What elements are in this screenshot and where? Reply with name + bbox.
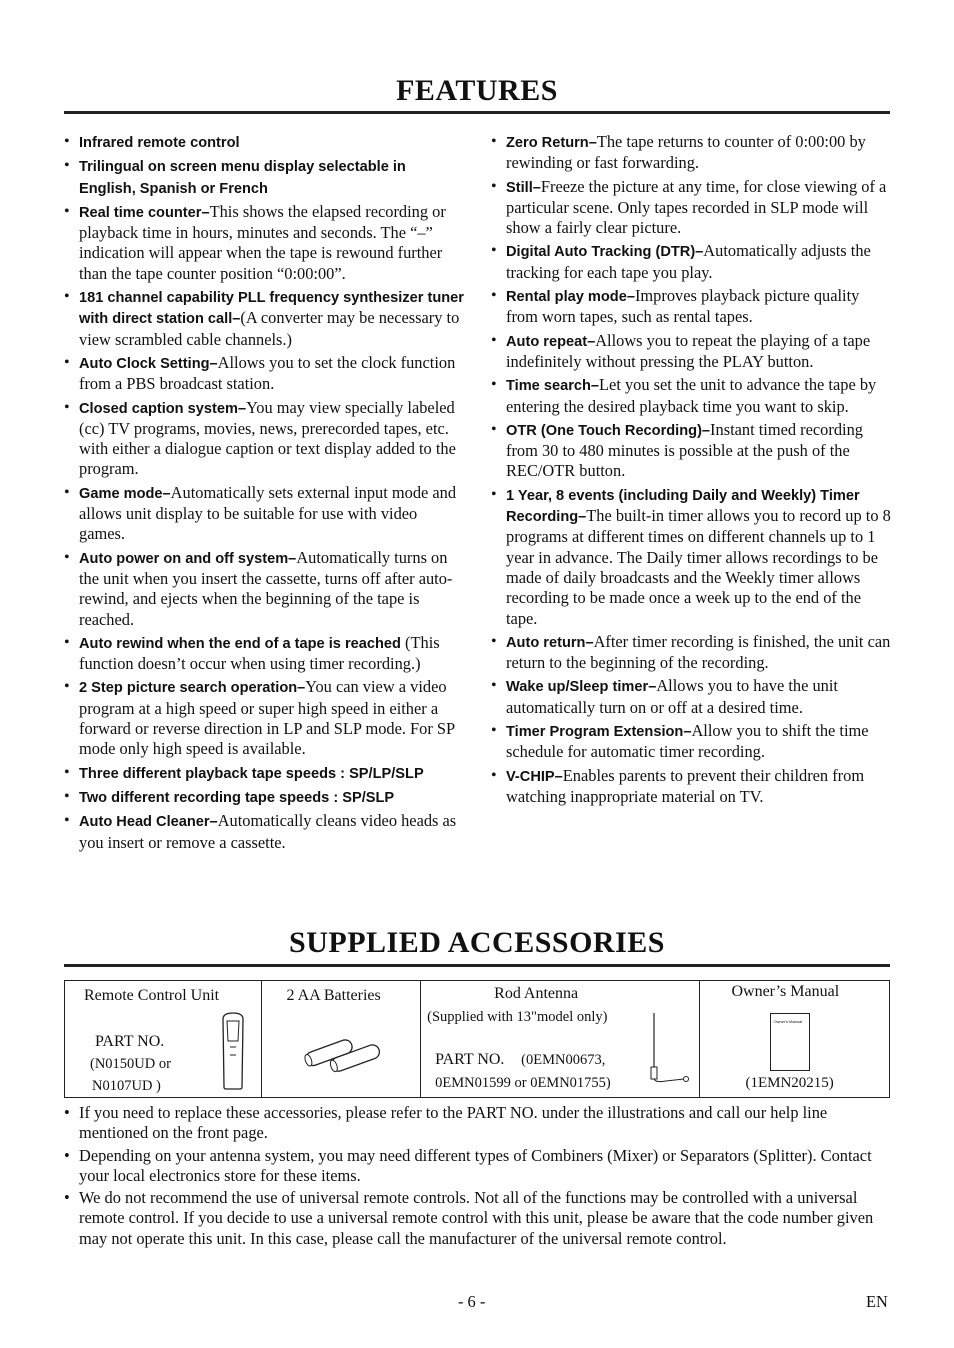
manual-name: Owner’s Manual bbox=[731, 983, 840, 1000]
feature-text: Improves playback picture quality from worn tapes, such as rental tapes. bbox=[506, 286, 860, 327]
feature-text: The tape returns to counter of 0:00:00 by rewinding or fast forwarding. bbox=[506, 132, 866, 173]
feature-text: You may view specially labeled (cc) TV programs, movies, news, prerecorded tapes, etc. with either a dialogue caption or text display added to the program. bbox=[79, 397, 456, 479]
feature-label: Trilingual on screen menu display selectable in English, Spanish or French bbox=[79, 159, 406, 197]
feature-label: Two different recording tape speeds : SP/SLP bbox=[79, 789, 395, 806]
feature-text: After timer recording is finished, the unit can return to the beginning of the recording. bbox=[506, 631, 891, 673]
accessory-antenna bbox=[421, 981, 700, 1097]
feature-text: Let you set the unit to advance the tape by entering the desired playback time you want to skip. bbox=[506, 375, 877, 416]
accessory-batteries bbox=[262, 981, 422, 1097]
feature-label: Real time counter– bbox=[79, 204, 210, 221]
antenna-part-line2: 0EMN01599 or 0EMN01755) bbox=[435, 1075, 611, 1091]
accessories-notes bbox=[64, 1103, 890, 1251]
feature-text: The built-in timer allows you to record up to 8 programs at different times on different channels up to 1 year in advance. The Daily timer allows recordings to be made of daily broadcasts and the Weekly timer allows recording to be made once a week up to the end of the tape. bbox=[506, 506, 891, 628]
feature-item bbox=[491, 177, 891, 239]
feature-label: Closed caption system– bbox=[79, 400, 247, 417]
feature-item bbox=[491, 676, 891, 718]
feature-item bbox=[64, 548, 464, 630]
feature-text: Allow you to shift the time schedule for automatic timer recording. bbox=[506, 721, 869, 762]
features-title: FEATURES bbox=[396, 74, 558, 107]
feature-label: Game mode– bbox=[79, 485, 171, 502]
feature-item bbox=[491, 241, 891, 283]
feature-item bbox=[64, 287, 464, 350]
feature-text: This shows the elapsed recording or playback time in hours, minutes and seconds. The “–” indication will appear when the tape is rewound further than the tape counter position “0:00:00”. bbox=[79, 201, 446, 283]
features-rule bbox=[64, 111, 890, 114]
feature-item bbox=[64, 763, 464, 784]
feature-text: Instant timed recording from 30 to 480 minutes is possible at the push of the REC/OTR button. bbox=[506, 419, 863, 481]
feature-text: Automatically turns on the unit when you insert the cassette, turns off after auto-rewind, and ejects when the beginning of the tape is reached. bbox=[79, 547, 453, 629]
remote-part-label: PART NO. bbox=[95, 1033, 165, 1050]
feature-item bbox=[491, 766, 891, 808]
feature-item bbox=[491, 485, 891, 629]
feature-label: 181 channel capability PLL frequency synthesizer tuner with direct station call– bbox=[79, 290, 464, 328]
batteries-icon bbox=[298, 1031, 388, 1075]
feature-label: Auto repeat– bbox=[506, 333, 596, 350]
antenna-note: (Supplied with 13"model only) bbox=[427, 1009, 608, 1025]
feature-item bbox=[491, 331, 891, 373]
remote-name: Remote Control Unit bbox=[84, 987, 220, 1004]
feature-item bbox=[64, 398, 464, 480]
accessories-rule bbox=[64, 964, 890, 967]
remote-part-line1: (N0150UD or bbox=[90, 1056, 171, 1072]
feature-label: Digital Auto Tracking (DTR)– bbox=[506, 244, 704, 261]
feature-item bbox=[491, 420, 891, 482]
feature-item bbox=[491, 286, 891, 328]
feature-text: Enables parents to prevent their children from watching inappropriate material on TV. bbox=[506, 765, 865, 806]
feature-item bbox=[64, 483, 464, 545]
feature-label: Zero Return– bbox=[506, 135, 597, 151]
antenna-part-line1: (0EMN00673, bbox=[521, 1052, 606, 1068]
remote-part-line2: N0107UD ) bbox=[92, 1078, 161, 1094]
feature-label: OTR (One Touch Recording)– bbox=[506, 422, 711, 439]
feature-text: Allows you to have the unit automatically turn on or off at a desired time. bbox=[506, 676, 838, 717]
feature-label: Auto return– bbox=[506, 634, 594, 651]
feature-text: Freeze the picture at any time, for close viewing of a particular scene. Only tapes recorded in SLP mode will show a fairly clear picture. bbox=[506, 176, 887, 238]
page-number: - 6 - bbox=[458, 1292, 486, 1311]
feature-item bbox=[491, 132, 891, 174]
accessories-table bbox=[64, 980, 890, 1098]
feature-item bbox=[491, 375, 891, 417]
feature-label: Timer Program Extension– bbox=[506, 724, 692, 741]
antenna-icon bbox=[646, 1011, 696, 1091]
feature-label: Auto Clock Setting– bbox=[79, 355, 218, 372]
note-item: • We do not recommend the use of universal remote controls. Not all of the functions may be controlled with a universal remote control. If you decide to use a universal remote control with this unit, please be aware that the code number given may not operate this unit. In this case, please call the manufacturer of the universal remote control. bbox=[64, 1188, 890, 1249]
feature-label: Three different playback tape speeds : SP/LP/SLP bbox=[79, 765, 424, 782]
feature-label: Infrared remote control bbox=[79, 135, 240, 151]
feature-text: (A converter may be necessary to view scrambled cable channels.) bbox=[79, 308, 460, 349]
feature-item bbox=[64, 787, 464, 808]
feature-label: 1 Year, 8 events (including Daily and Weekly) Timer Recording– bbox=[506, 487, 860, 526]
antenna-name: Rod Antenna bbox=[494, 985, 579, 1002]
feature-text: Automatically sets external input mode and allows unit display to be suitable for use with video games. bbox=[79, 482, 457, 544]
feature-label: Rental play mode– bbox=[506, 289, 635, 306]
accessory-manual bbox=[700, 981, 889, 1097]
feature-label: 2 Step picture search operation– bbox=[79, 680, 306, 697]
note-item: • If you need to replace these accessories, please refer to the PART NO. under the illustrations and call our help line mentioned on the front page. bbox=[64, 1103, 890, 1144]
feature-label: Wake up/Sleep timer– bbox=[506, 679, 657, 696]
language-tag: EN bbox=[866, 1292, 888, 1311]
feature-label: V-CHIP– bbox=[506, 768, 563, 785]
manual-cover-text: Owner's Manual bbox=[773, 1019, 803, 1024]
feature-item bbox=[64, 132, 464, 153]
feature-item bbox=[64, 677, 464, 759]
features-right-list bbox=[491, 132, 891, 810]
feature-text: Allows you to repeat the playing of a tape indefinitely without pressing the PLAY button. bbox=[506, 330, 871, 371]
manual-icon bbox=[770, 1013, 810, 1071]
feature-label: Auto Head Cleaner– bbox=[79, 814, 218, 831]
feature-text: You can view a video program at a high speed or super high speed in either a forward or reverse direction in LP and SLP mode. For SP mode only high speed is available. bbox=[79, 677, 455, 759]
feature-item bbox=[64, 633, 464, 675]
antenna-part-label: PART NO. bbox=[435, 1051, 505, 1068]
feature-label: Time search– bbox=[506, 378, 600, 395]
batteries-name: 2 AA Batteries bbox=[286, 987, 381, 1004]
note-item: • Depending on your antenna system, you may need different types of Combiners (Mixer) or Separators (Splitter). Contact your local electronics store for these items. bbox=[64, 1146, 890, 1187]
feature-text: Allows you to set the clock function from a PBS broadcast station. bbox=[79, 352, 456, 394]
features-left-list bbox=[64, 132, 464, 856]
feature-item bbox=[491, 721, 891, 763]
feature-item bbox=[64, 811, 464, 853]
accessory-remote bbox=[65, 981, 262, 1097]
feature-item bbox=[64, 156, 464, 199]
feature-label: Still– bbox=[506, 179, 541, 196]
feature-text: (This function doesn’t occur when using timer recording.) bbox=[79, 632, 440, 674]
feature-label: Auto rewind when the end of a tape is reached bbox=[79, 635, 401, 652]
feature-label: Auto power on and off system– bbox=[79, 550, 297, 567]
remote-control-icon bbox=[218, 1011, 248, 1091]
feature-item bbox=[64, 202, 464, 284]
feature-text: Automatically adjusts the tracking for each tape you play. bbox=[506, 241, 871, 282]
feature-item bbox=[491, 632, 891, 674]
feature-item bbox=[64, 353, 464, 395]
accessories-title: SUPPLIED ACCESSORIES bbox=[289, 926, 665, 959]
manual-part: (1EMN20215) bbox=[745, 1075, 834, 1091]
feature-text: Automatically cleans video heads as you insert or remove a cassette. bbox=[79, 811, 457, 852]
